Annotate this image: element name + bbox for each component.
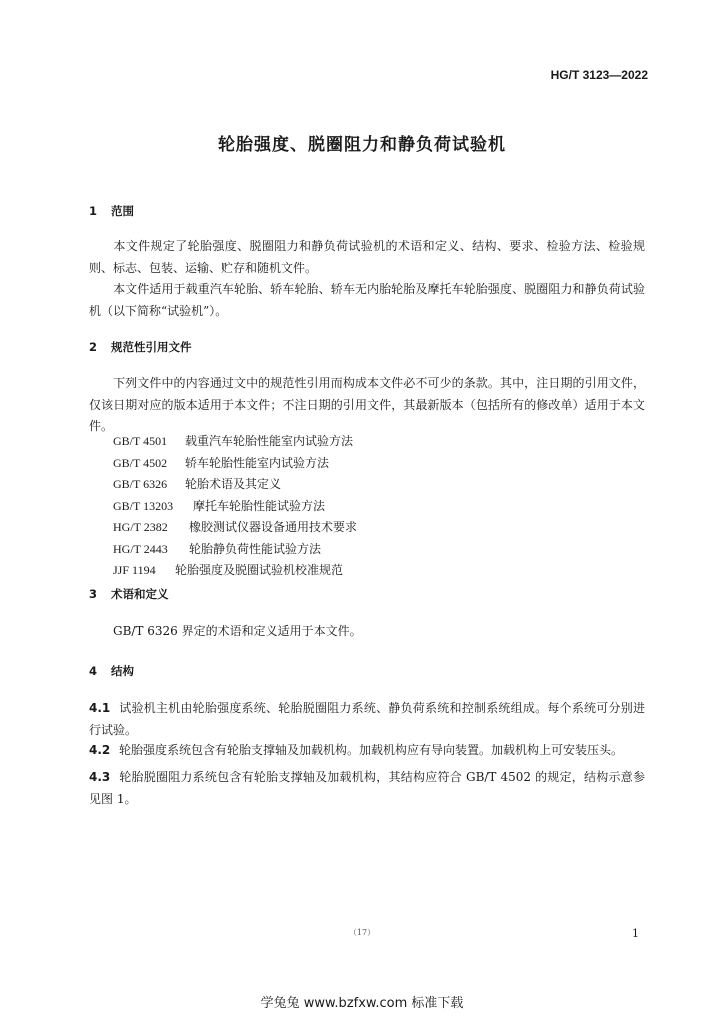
- reference-item: [113, 560, 357, 582]
- section-2-paragraph-1: [89, 373, 645, 438]
- reference-name: 轿车轮胎性能室内试验方法: [185, 455, 330, 470]
- reference-code: HG/T 2443: [113, 541, 168, 556]
- section-title: 结构: [111, 664, 134, 678]
- section-number: 4: [89, 664, 98, 678]
- reference-name: 轮胎静负荷性能试验方法: [189, 541, 322, 556]
- section-1-paragraph-1: [89, 236, 645, 279]
- clause-text: 试验机主机由轮胎强度系统、轮胎脱圈阻力系统、静负荷系统和控制系统组成。每个系统可分别进行试验。: [89, 701, 645, 737]
- reference-item: [113, 517, 357, 539]
- reference-item: [113, 431, 357, 453]
- reference-code: HG/T 2382: [113, 520, 168, 534]
- section-number: 3: [89, 587, 98, 601]
- clause-4-3: [89, 767, 645, 810]
- reference-item: [113, 539, 357, 561]
- section-3-paragraph-1: [89, 621, 645, 643]
- section-2-heading: [89, 339, 192, 355]
- clause-4-1: [89, 698, 645, 741]
- reference-code: GB/T 4502: [113, 455, 168, 470]
- standard-code: HG/T 3123—2022: [550, 68, 648, 82]
- document-title: 轮胎强度、脱圈阻力和静负荷试验机: [218, 135, 506, 155]
- clause-4-2: [89, 740, 645, 762]
- paragraph-text: 下列文件中的内容通过文中的规范性引用而构成本文件必不可少的条款。其中，注日期的引用文件，仅该日期对应的版本适用于本文件；不注日期的引用文件，其最新版本（包括所有的修改单）适用于本文件。: [89, 376, 645, 433]
- center-page-mark: （17）: [348, 928, 376, 937]
- reference-name: 载重汽车轮胎性能室内试验方法: [185, 434, 354, 448]
- footer-watermark: 学兔兔 www.bzfxw.com 标准下载: [260, 996, 464, 1011]
- section-1-heading: [89, 203, 134, 219]
- normative-reference-list: [113, 431, 357, 582]
- section-number: 1: [89, 204, 98, 218]
- clause-number: 4.2: [89, 743, 111, 757]
- reference-code: GB/T 6326: [113, 477, 168, 491]
- section-number: 2: [89, 340, 98, 354]
- reference-name: 橡胶测试仪器设备通用技术要求: [189, 520, 358, 534]
- clause-number: 4.3: [89, 770, 111, 784]
- page-number: 1: [632, 927, 639, 940]
- paragraph-text: 本文件规定了轮胎强度、脱圈阻力和静负荷试验机的术语和定义、结构、要求、检验方法、检验规则、标志、包装、运输、贮存和随机文件。: [89, 239, 645, 275]
- reference-code: JJF 1194: [113, 563, 156, 577]
- paragraph-text: GB/T 6326 界定的术语和定义适用于本文件。: [113, 624, 362, 638]
- section-4-heading: [89, 663, 134, 679]
- reference-code: GB/T 4501: [113, 434, 168, 448]
- reference-item: [113, 453, 357, 475]
- section-3-heading: [89, 586, 169, 602]
- clause-text: 轮胎脱圈阻力系统包含有轮胎支撑轴及加载机构，其结构应符合 GB/T 4502 的规定，结构示意参见图 1。: [89, 770, 645, 806]
- section-1-paragraph-2: [89, 279, 645, 322]
- paragraph-text: 本文件适用于载重汽车轮胎、轿车轮胎、轿车无内胎轮胎及摩托车轮胎强度、脱圈阻力和静负荷试验机（以下简称“试验机”）。: [89, 282, 645, 318]
- clause-number: 4.1: [89, 701, 111, 715]
- reference-name: 轮胎强度及脱圈试验机校准规范: [175, 563, 344, 577]
- section-title: 术语和定义: [111, 587, 169, 601]
- reference-code: GB/T 13203: [113, 498, 174, 513]
- section-title: 范围: [111, 204, 134, 218]
- section-title: 规范性引用文件: [111, 340, 192, 354]
- clause-text: 轮胎强度系统包含有轮胎支撑轴及加载机构。加载机构应有导向装置。加载机构上可安装压头。: [119, 743, 624, 757]
- reference-name: 轮胎术语及其定义: [185, 477, 282, 491]
- reference-name: 摩托车轮胎性能试验方法: [193, 498, 326, 513]
- reference-item: [113, 496, 357, 518]
- reference-item: [113, 474, 357, 496]
